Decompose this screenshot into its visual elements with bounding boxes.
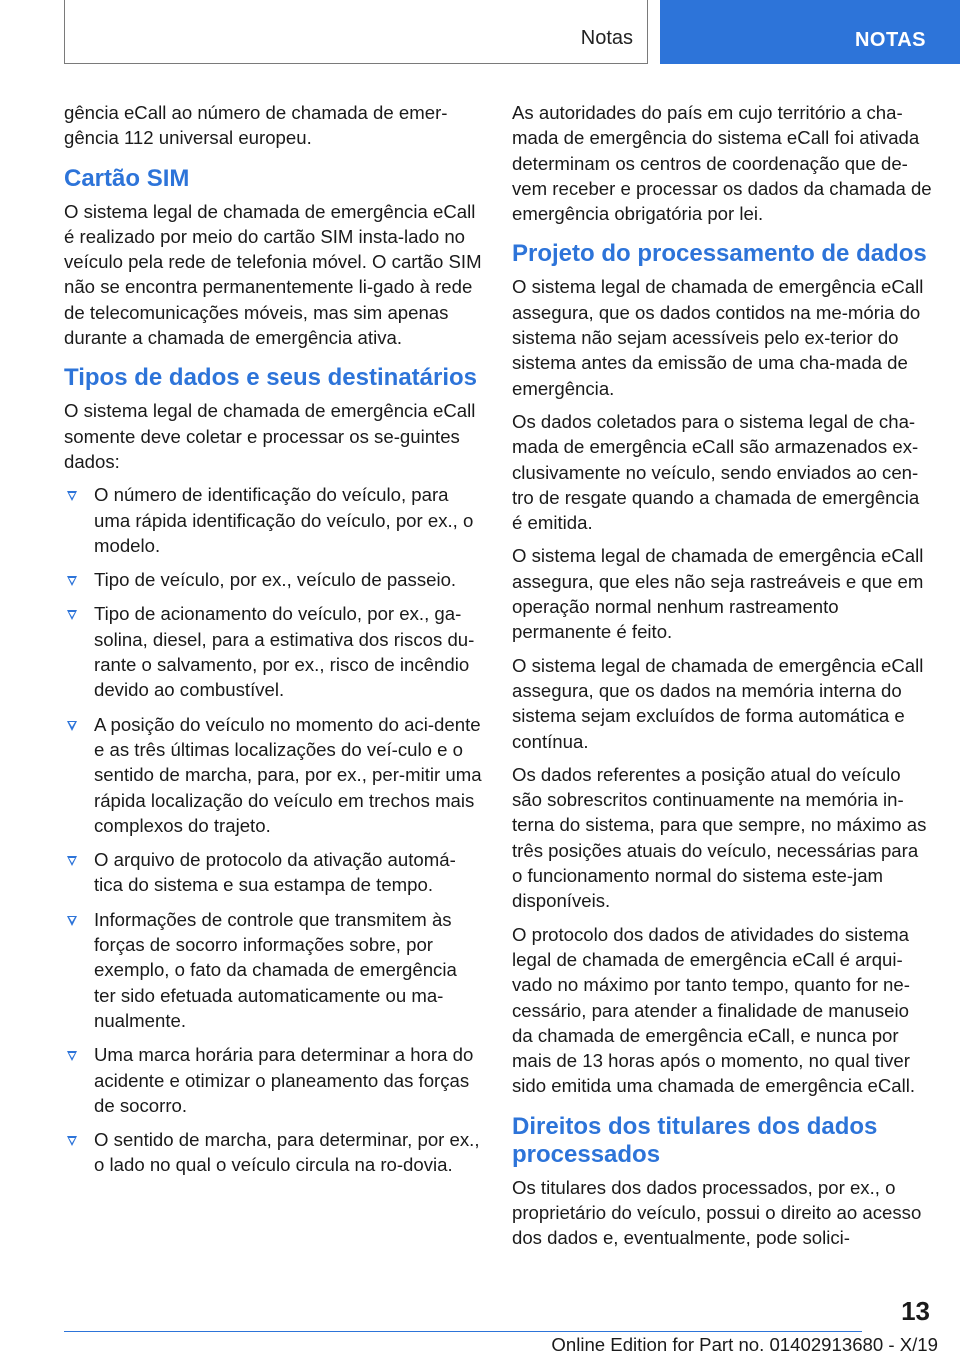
right-column	[512, 100, 932, 1259]
triangle-bullet-icon	[67, 916, 77, 926]
left-column	[64, 100, 482, 1187]
triangle-bullet-icon	[67, 491, 77, 501]
header-box	[64, 0, 648, 64]
sim-paragraph: O sistema legal de chamada de emergência eCall é realizado por meio do cartão SIM insta-lado no veículo pela rede de telefonia móvel. O cartão SIM não se encontra permanentemente li-gado à rede de telecomunicações móveis, mas sim apenas durante a chamada de emergência ativa.	[64, 200, 482, 349]
heading-sim-card: Cartão SIM	[64, 164, 190, 192]
list-item: Tipo de veículo, por ex., veículo de passeio.	[64, 567, 482, 592]
triangle-bullet-icon	[67, 576, 77, 586]
processing-paragraph: O sistema legal de chamada de emergência eCall assegura, que eles não seja rastreáveis e que em operação normal nenhum rastreamento permanente é feito.	[512, 545, 924, 643]
heading-data-types: Tipos de dados e seus destinatários	[64, 364, 478, 392]
list-item: Informações de controle que transmitem às forças de socorro informações sobre, por exemplo, o fato da chamada de emergência ter sido efetuada automaticamente ou ma-nualmente.	[64, 907, 482, 1033]
footer-divider	[64, 1331, 862, 1332]
list-item: O arquivo de protocolo da ativação automá-tica do sistema e sua estampa de tempo.	[64, 847, 482, 898]
processing-paragraph: O sistema legal de chamada de emergência eCall assegura, que os dados na memória interna do sistema sejam excluídos de forma automática e contínua.	[512, 654, 924, 752]
header-chapter-tab	[660, 0, 960, 64]
triangle-bullet-icon	[67, 610, 77, 620]
triangle-bullet-icon	[67, 856, 77, 866]
data-types-intro: O sistema legal de chamada de emergência eCall somente deve coletar e processar os se-guintes dados:	[64, 400, 476, 472]
heading-data-subject-rights: Direitos dos titulares dos dados processados	[512, 1112, 878, 1168]
list-item: Uma marca horária para determinar a hora do acidente e otimizar o planeamento das forças de socorro.	[64, 1042, 482, 1118]
list-item: O sentido de marcha, para determinar, por ex., o lado no qual o veículo circula na ro-dovia.	[64, 1127, 482, 1178]
intro-paragraph: gência eCall ao número de chamada de emer-gência 112 universal europeu.	[64, 102, 448, 149]
list-item: O número de identificação do veículo, para uma rápida identificação do veículo, por ex., o modelo.	[64, 482, 482, 558]
data-types-list	[64, 482, 482, 1177]
triangle-bullet-icon	[67, 721, 77, 731]
header-section-title: Notas	[580, 27, 633, 49]
heading-data-processing: Projeto do processamento de dados	[512, 240, 927, 268]
footer-edition: Online Edition for Part no. 01402913680 - X/19	[551, 1334, 938, 1355]
processing-paragraph: Os dados referentes a posição atual do veículo são sobrescritos continuamente na memória in-terna do sistema, para que sempre, no máximo as três posições atuais do veículo, necessárias para o funcionamento normal do sistema este-jam disponíveis.	[512, 763, 927, 912]
list-item: A posição do veículo no momento do aci-dente e as três últimas localizações do veí-culo e o sentido de marcha, para, por ex., per-mitir uma rápida localização do veículo em trechos mais complexos do trajeto.	[64, 712, 482, 838]
rights-paragraph: Os titulares dos dados processados, por ex., o proprietário do veículo, possui o direito ao acesso dos dados e, eventualmente, pode solici-	[512, 1176, 922, 1249]
page-number: 13	[901, 1296, 930, 1326]
triangle-bullet-icon	[67, 1136, 77, 1146]
list-item: Tipo de acionamento do veículo, por ex., ga-solina, diesel, para a estimativa dos riscos du-rante o salvamento, por ex., risco de incêndio devido ao combustível.	[64, 601, 482, 702]
processing-paragraph: O sistema legal de chamada de emergência eCall assegura, que os dados contidos na me-mória do sistema não sejam acessíveis pelo ex-terior do sistema antes da emissão de uma cha-mada de emergência.	[512, 276, 924, 399]
header-chapter-label: NOTAS	[854, 29, 926, 51]
processing-paragraph: Os dados coletados para o sistema legal de cha-mada de emergência eCall são armazenados ex-clusivamente no veículo, sendo enviados ao cen-tro de resgate quando a chamada de emergência é emitida.	[512, 410, 920, 534]
processing-paragraph: O protocolo dos dados de atividades do sistema legal de chamada de emergência eCall é arqui-vado no máximo por tanto tempo, quanto for ne-cessário, para atender a finalidade de manuseio da chamada de emergência eCall, e nunca por mais de 13 horas após o momento, no qual tiver sido emitida uma chamada de emergência eCall.	[512, 923, 916, 1097]
triangle-bullet-icon	[67, 1051, 77, 1061]
authorities-paragraph: As autoridades do país em cujo território a cha-mada de emergência do sistema eCall foi ativada determinam os centros de coordenação que de-vem receber e processar os dados da chamada de emergência obrigatória por lei.	[512, 102, 932, 225]
